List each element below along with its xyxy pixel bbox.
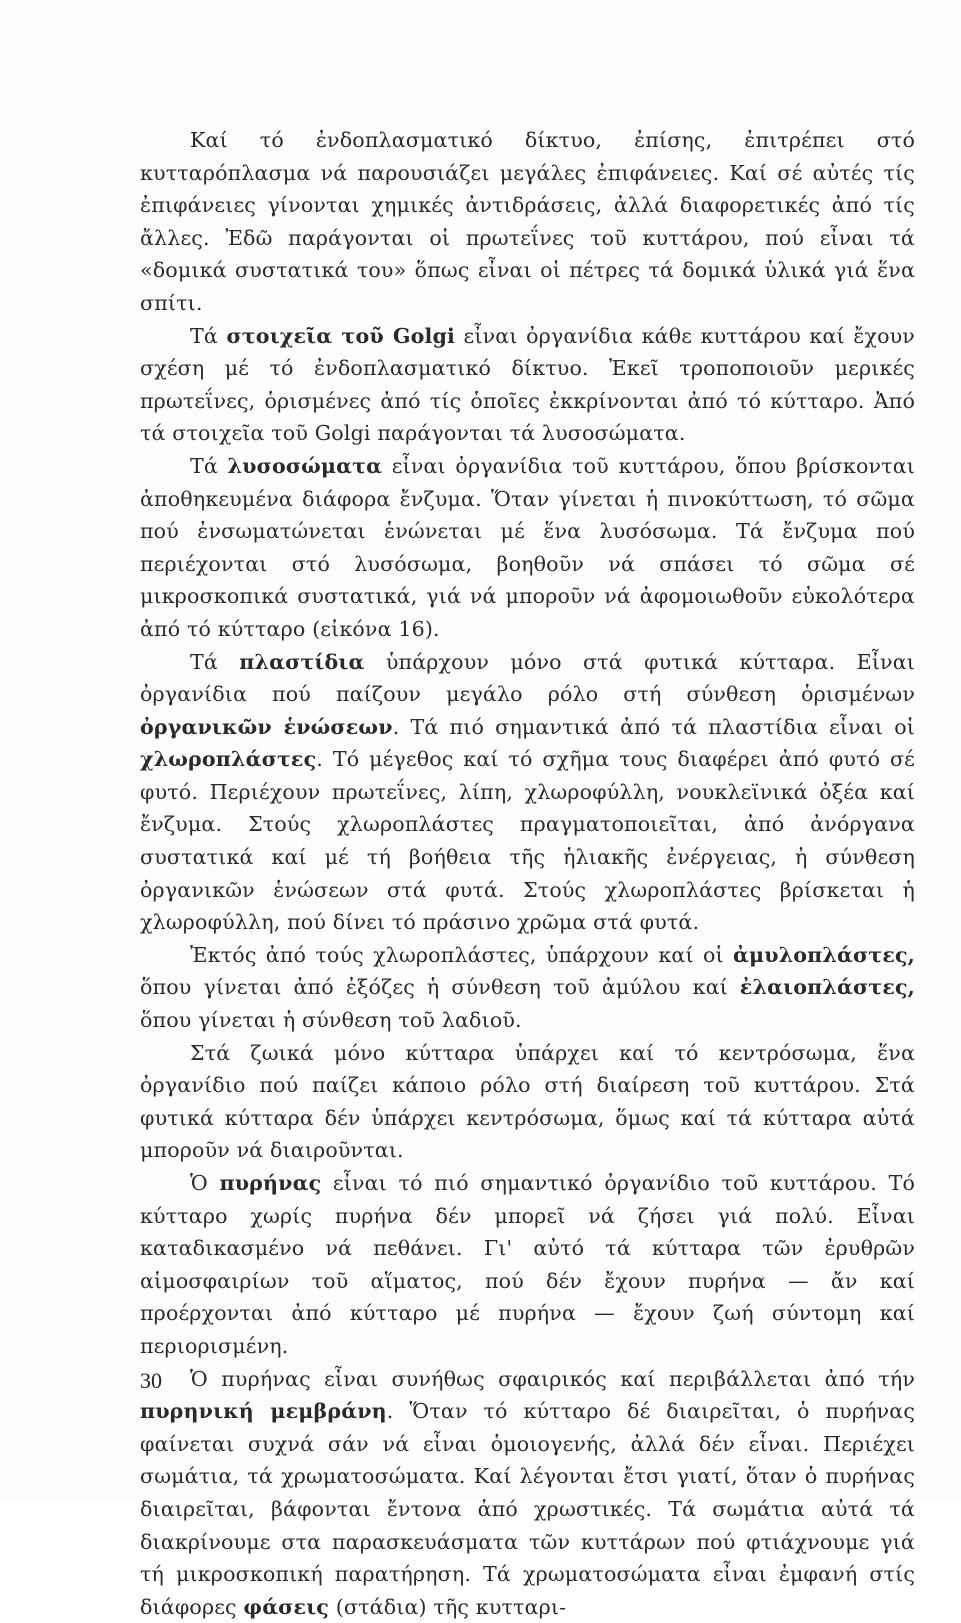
text-run: Ὁ πυρήνας εἶναι συνήθως σφαιρικός καί περιβάλλεται ἀπό τήν (190, 1366, 915, 1391)
bold-term: φάσεις (243, 1594, 329, 1619)
paragraph (140, 646, 915, 939)
text-run: εἶναι ὀργανίδια κάθε κυττάρου καί ἔχουν σχέση μέ τό ἐνδοπλασματικό δίκτυο. Ἐκεῖ τροποποιοῦν μερικές πρωτεΐνες, ὁρισμένες ἀπό τίς ὁποῖες ἐκκρίνονται ἀπό τό κύτταρο. Ἀπό τά στοιχεῖα τοῦ Golgi παράγονται τά λυσοσώματα. (140, 323, 915, 446)
bold-term: ἀμυλοπλάστες, (733, 942, 915, 967)
bold-term: ὀργανικῶν ἑνώσεων (140, 714, 393, 739)
paragraph (140, 320, 915, 450)
text-run: ὑπάρχουν μόνο στά φυτικά κύτταρα. Εἶναι ὀργανίδια πού παίζουν μεγάλο ρόλο στή σύνθεση ὁρισμένων (140, 649, 915, 707)
text-run: (στάδια) τῆς κυτταρι- (329, 1594, 567, 1619)
text-run: Τά (190, 649, 240, 674)
bold-term: πυρηνική μεμβράνη (140, 1399, 387, 1424)
paragraph (140, 1037, 915, 1167)
text-run: Στά ζωικά μόνο κύτταρα ὑπάρχει καί τό κεντρόσωμα, ἕνα ὀργανίδιο πού παίζει κάποιο ρόλο στή διαίρεση τοῦ κυττάρου. Στά φυτικά κύτταρα δέν ὑπάρχει κεντρόσωμα, ὅμως καί τά κύτταρα αὐτά μποροῦν νά διαιροῦνται. (140, 1040, 915, 1163)
text-run: Τά (190, 453, 228, 478)
paragraph (140, 450, 915, 646)
bold-term: πυρήνας (219, 1171, 322, 1195)
bold-term: στοιχεῖα τοῦ Golgi (226, 323, 456, 348)
bold-term: ἐλαιοπλάστες, (739, 975, 915, 1000)
text-run: εἶναι τό πιό σημαντικό ὀργανίδιο τοῦ κυττάρου. Τό κύτταρο χωρίς πυρήνα δέν μπορεῖ νά ζήσει γιά πολύ. Εἶναι καταδικασμένο νά πεθάνει. Γι' αὐτό τά κύτταρα τῶν ἐρυθρῶν αἱμοσφαιρίων τοῦ αἵματος, πού δέν ἔχουν πυρήνα — ἄν καί προέρχονται ἀπό κύτταρο μέ πυρήνα — ἔχουν ζωή σύντομη καί περιορισμένη. (140, 1171, 916, 1358)
body-text (140, 124, 915, 1623)
text-run: . Τό μέγεθος καί τό σχῆμα τους διαφέρει ἀπό φυτό σέ φυτό. Περιέχουν πρωτεΐνες, λίπη, χλωροφύλλη, νουκλεϊνικά ὀξέα καί ἔνζυμα. Στούς χλωροπλάστες πραγματοποιεῖται, ἀπό ἀνόργανα συστατικά καί μέ τή βοήθεια τῆς ἡλιακῆς ἐνέργειας, ἡ σύνθεση ὀργανικῶν ἑνώσεων στά φυτά. Στούς χλωροπλάστες βρίσκεται ἡ χλωροφύλλη, πού δίνει τό πράσινο χρῶμα στά φυτά. (140, 747, 915, 935)
text-run: Ἐκτός ἀπό τούς χλωροπλάστες, ὑπάρχουν καί οἱ (190, 942, 734, 967)
paragraph (140, 1363, 915, 1623)
text-run: Ὁ (190, 1171, 220, 1195)
text-run: εἶναι ὀργανίδια τοῦ κυττάρου, ὅπου βρίσκονται ἀποθηκευμένα διάφορα ἔνζυμα. Ὅταν γίνεται ἡ πινοκύττωση, τό σῶμα πού ἐνσωματώνεται ἑνώνεται μέ ἕνα λυσόσωμα. Τά ἔνζυμα πού περιέχονται στό λυσόσωμα, βοηθοῦν νά σπάσει τό σῶμα σέ μικροσκοπικά συστατικά, γιά νά μποροῦν νά ἀφομοιωθοῦν εὐκολότερα ἀπό τό κύτταρο (εἰκόνα 16). (140, 453, 915, 641)
text-run: . Τά πιό σημαντικά ἀπό τά πλαστίδια εἶναι οἱ (392, 714, 915, 739)
bold-term: πλαστίδια (239, 649, 365, 674)
text-run: ὅπου γίνεται ἀπό ἐξόζες ἡ σύνθεση τοῦ ἀμύλου καί (140, 975, 740, 1000)
bold-term: λυσοσώματα (227, 453, 383, 478)
paragraph (140, 939, 915, 1037)
text-run: Καί τό ἐνδοπλασματικό δίκτυο, ἐπίσης, ἐπιτρέπει στό κυτταρόπλασμα νά παρουσιάζει μεγάλες ἐπιφάνειες. Καί σέ αὐτές τίς ἐπιφάνειες γίνονται χημικές ἀντιδράσεις, ἀλλά διαφορετικές ἀπό τίς ἄλλες. Ἐδῶ παράγονται οἱ πρωτεΐνες τοῦ κυττάρου, πού εἶναι τά «δομικά συστατικά του» ὅπως εἶναι οἱ πέτρες τά δομικά ὑλικά γιά ἕνα σπίτι. (140, 128, 915, 315)
paragraph (140, 124, 915, 320)
text-run: ὅπου γίνεται ἡ σύνθεση τοῦ λαδιοῦ. (140, 1008, 522, 1033)
bold-term: χλωροπλάστες (140, 747, 317, 772)
text-run: . Ὅταν τό κύτταρο δέ διαιρεῖται, ὁ πυρήνας φαίνεται συχνά σάν νά εἶναι ὁμοιογενής, ἀλλά δέν εἶναι. Περιέχει σωμάτια, τά χρωματοσώματα. Καί λέγονται ἔτσι γιατί, ὅταν ὁ πυρήνας διαιρεῖται, βάφονται ἔντονα ἀπό χρωστικές. Τά σωμάτια αὐτά τά διακρίνουμε στα παρασκευάσματα τῶν κυττάρων πού φτιάχνουμε γιά τή μικροσκοπική παρατήρηση. Τά χρωματοσώματα εἶναι ἐμφανή στίς διάφορες (140, 1399, 915, 1619)
page-number: 30 (140, 1368, 162, 1393)
paragraph (140, 1167, 915, 1363)
text-run: Τά (190, 323, 227, 348)
